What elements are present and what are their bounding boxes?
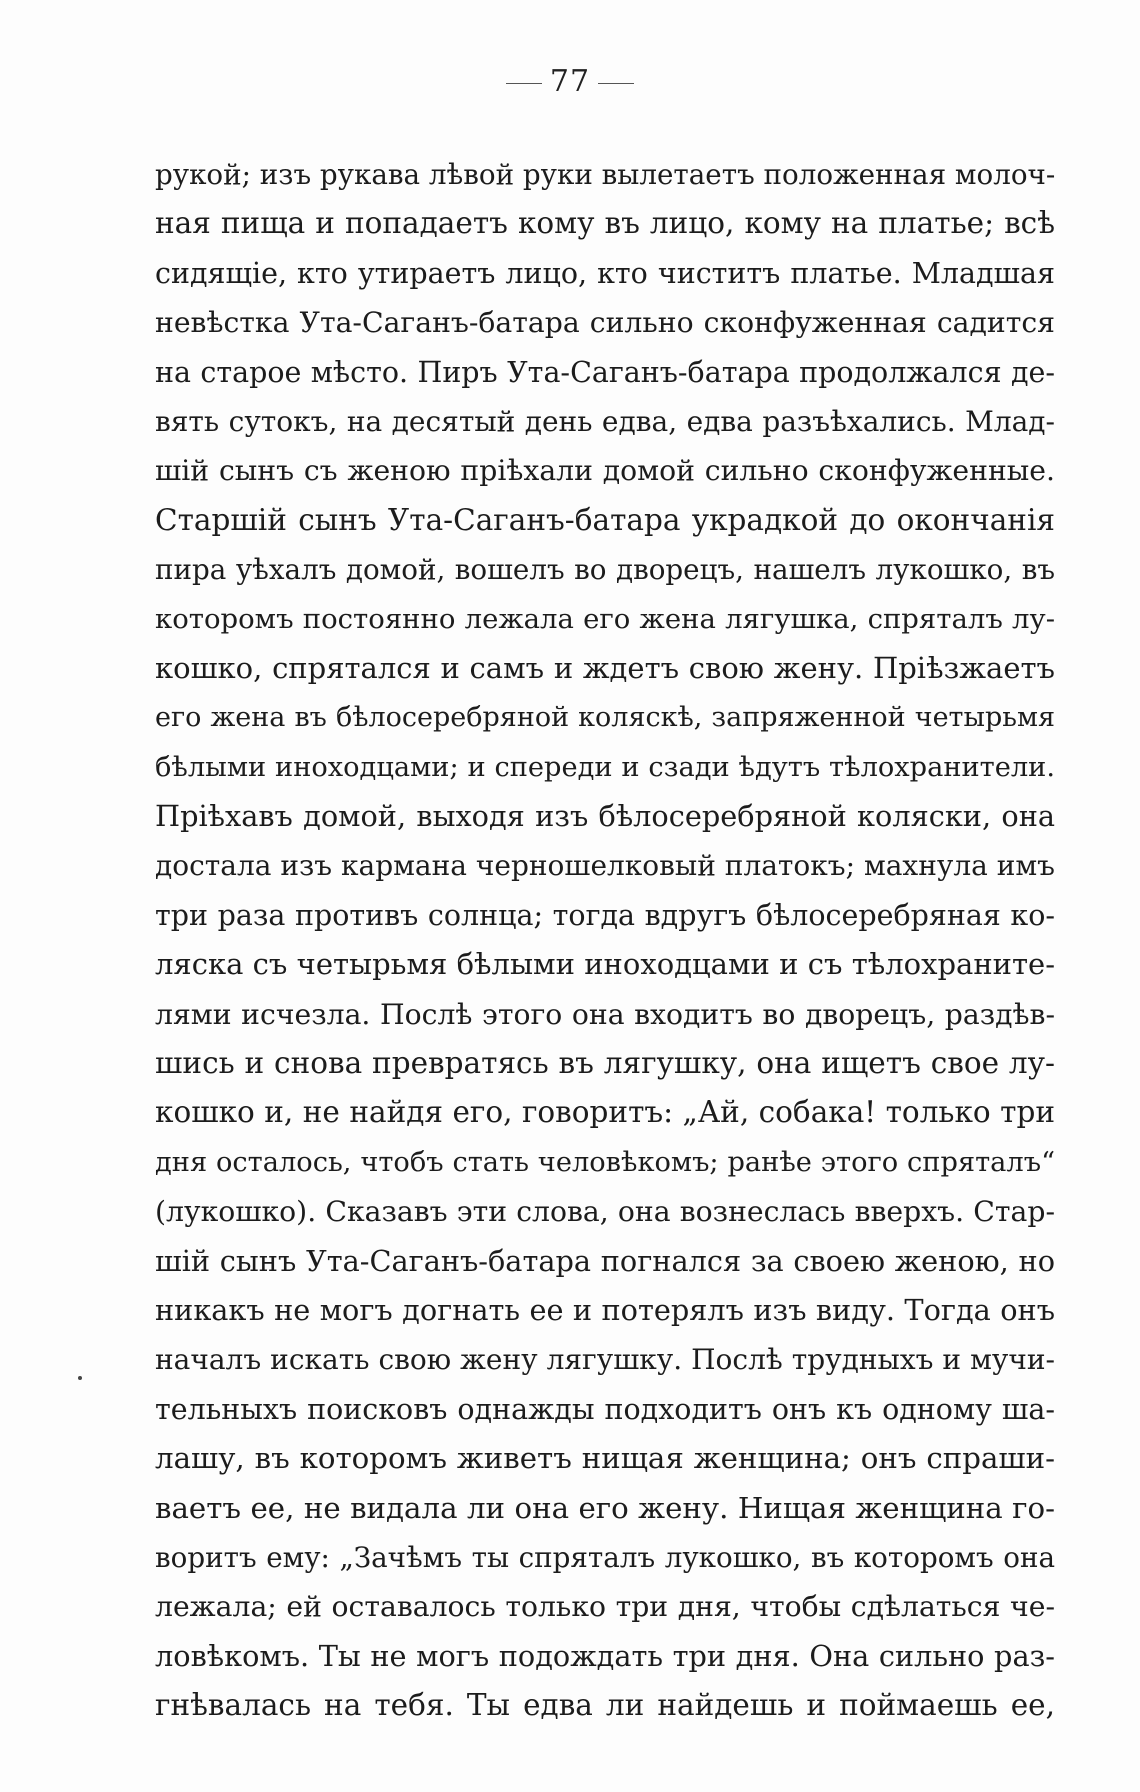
text-line: невѣстка Ута-Саганъ-батара сильно сконфуженная садится	[155, 306, 1055, 340]
text-line: никакъ не могъ догнать ее и потерялъ изъ виду. Тогда онъ	[155, 1292, 1055, 1327]
text-line: пира уѣхалъ домой, вошелъ во дворецъ, нашелъ лукошко, въ	[155, 553, 1055, 587]
page-number-rule-right	[598, 83, 634, 84]
text-line: его жена въ бѣлосеребряной коляскѣ, запряженной четырьмя	[155, 702, 1055, 734]
text-line: ловѣкомъ. Ты не могъ подождать три дня. Она сильно раз-	[155, 1638, 1055, 1673]
text-line: вять сутокъ, на десятый день едва, едва разъѣхались. Млад-	[155, 404, 1055, 438]
text-line: лежала; ей оставалось только три дня, чтобы сдѣлаться че-	[155, 1590, 1055, 1624]
page-number-rule-left	[506, 83, 542, 84]
text-line: сидящіе, кто утираетъ лицо, кто чиститъ платье. Младшая	[155, 256, 1055, 290]
text-line: дня осталось, чтобъ стать человѣкомъ; ранѣе этого спряталъ“	[155, 1146, 1055, 1178]
page-number	[0, 64, 1140, 99]
text-line: на старое мѣсто. Пиръ Ута-Саганъ-батара продолжался де-	[155, 355, 1055, 389]
text-line: гнѣвалась на тебя. Ты едва ли найдешь и поймаешь ее,	[155, 1688, 1055, 1723]
text-line: началъ искать свою жену лягушку. Послѣ трудныхъ и мучи-	[155, 1343, 1055, 1377]
text-line: рукой; изъ рукава лѣвой руки вылетаетъ положенная молоч-	[155, 158, 1055, 191]
text-line: шись и снова превратясь въ лягушку, она ищетъ свое лу-	[155, 1046, 1055, 1081]
text-line: тельныхъ поисковъ однажды подходитъ онъ къ одному ша-	[155, 1392, 1055, 1426]
text-line: шій сынъ Ута-Саганъ-батара погнался за своею женою, но	[155, 1243, 1055, 1278]
text-line: ваетъ ее, не видала ли она его жену. Нищая женщина го-	[155, 1490, 1055, 1525]
text-line: ляска съ четырьмя бѣлыми иноходцами и съ тѣлохраните-	[155, 947, 1055, 982]
text-line: кошко и, не найдя его, говоритъ: „Ай, собака! только три	[155, 1095, 1055, 1130]
text-line: воритъ ему: „Зачѣмъ ты спряталъ лукошко, въ которомъ она	[155, 1540, 1055, 1574]
text-line: лями исчезла. Послѣ этого она входитъ во дворецъ, раздѣв-	[155, 997, 1055, 1031]
margin-dot	[78, 1376, 82, 1380]
text-line: три раза противъ солнца; тогда вдругъ бѣлосеребряная ко-	[155, 898, 1055, 932]
page-number-text: 77	[549, 64, 591, 99]
text-line: Пріѣхавъ домой, выходя изъ бѣлосеребряной коляски, она	[155, 799, 1055, 834]
text-line: бѣлыми иноходцами; и спереди и сзади ѣдутъ тѣлохранители.	[155, 751, 1055, 783]
body-text	[155, 150, 1055, 1731]
text-line: шій сынъ съ женою пріѣхали домой сильно сконфуженные.	[155, 454, 1055, 488]
text-line: достала изъ кармана черношелковый платокъ; махнула имъ	[155, 849, 1055, 883]
text-line: которомъ постоянно лежала его жена лягушка, спряталъ лу-	[155, 602, 1055, 635]
text-line: кошко, спрятался и самъ и ждетъ свою жену. Пріѣзжаетъ	[155, 650, 1055, 685]
text-line: ная пища и попадаетъ кому въ лицо, кому на платье; всѣ	[155, 206, 1055, 241]
text-line: (лукошко). Сказавъ эти слова, она вознеслась вверхъ. Стар-	[155, 1195, 1055, 1229]
text-line: Старшій сынъ Ута-Саганъ-батара украдкой до окончанія	[155, 502, 1055, 537]
text-line: лашу, въ которомъ живетъ нищая женщина; онъ спраши-	[155, 1441, 1055, 1476]
